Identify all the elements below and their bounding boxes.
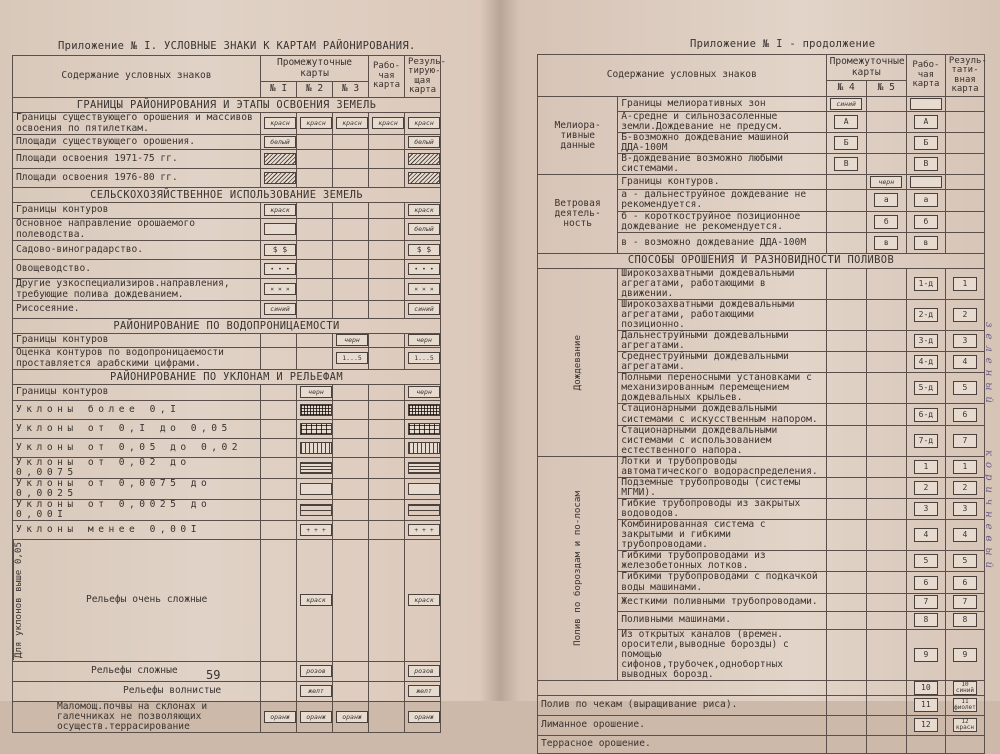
legend-row-label: Другие узкоспециализиров.направления, требующие полива дождеванием. (13, 279, 261, 301)
legend-row-label: Широкозахватными дождевальными агрегатами, работающими в движении. (618, 268, 826, 299)
area-symbol: оранж (336, 711, 368, 723)
code-symbol: 2 (953, 308, 977, 322)
letter-symbol: Б (834, 136, 858, 150)
area-symbol: краск (300, 594, 332, 606)
legend-row-label: Маломощ.почвы на склонах и галечниках не позволяющих осуществ.террасирование (13, 701, 261, 732)
legend-row-label: Гибкими трубопроводами из железобетонных лотков. (618, 551, 826, 572)
code-symbol: 12 красн (953, 718, 977, 732)
legend-row-label: Уклоны от 0,02 до 0,0075 (13, 458, 261, 479)
area-symbol (264, 223, 296, 235)
area-symbol: белый (408, 223, 440, 235)
code-symbol: 11 фиолет (954, 698, 976, 712)
handwritten-note: зеленый (983, 322, 994, 409)
code-symbol: 10 (914, 681, 938, 695)
legend-row-label: Лотки и трубопроводы автоматического водораспределения. (618, 456, 826, 477)
legend-row-label: Площади существующего орошения. (13, 135, 261, 150)
section-title: СПОСОБЫ ОРОШЕНИЯ И РАЗНОВИДНОСТИ ПОЛИВОВ (538, 253, 985, 268)
area-symbol: оранж (264, 711, 296, 723)
code-symbol: 6-д (914, 408, 938, 422)
code-symbol: 10 синий (953, 681, 977, 695)
code-symbol: 3-д (914, 334, 938, 348)
code-symbol: 3 (953, 502, 977, 516)
code-symbol: 6 (953, 576, 977, 590)
code-symbol: 12 (914, 718, 938, 732)
code-symbol: 1-д (914, 277, 938, 291)
legend-row-label: Комбинированная система с закрытыми и гибкими трубопроводами. (618, 520, 826, 551)
area-symbol: желт (300, 685, 332, 697)
legend-row-label: Широкозахватными дождевальными агрегатами, работающими позиционно. (618, 299, 826, 330)
legend-row-label: а - дальнеструйное дождевание не рекомендуется. (618, 190, 826, 211)
letter-symbol: А (834, 115, 858, 129)
plus-symbol: + + + (408, 524, 440, 536)
border-symbol: черн (408, 334, 440, 346)
header-intermediate: Промежуточные карты (261, 56, 369, 82)
code-symbol: 4-д (914, 355, 938, 369)
border-symbol: красн (300, 117, 332, 129)
code-symbol: 5-д (914, 381, 938, 395)
legend-row-label: А-средне и сильнозасоленные земли.Дождевание не предусм. (618, 112, 826, 133)
area-symbol: белый (408, 136, 440, 148)
section-title: СЕЛЬСКОХОЗЯЙСТВЕННОЕ ИСПОЛЬЗОВАНИЕ ЗЕМЕЛЬ (13, 188, 441, 203)
area-symbol: желт (408, 685, 440, 697)
group-label-text: Полив по бороздам и по-лосам (571, 490, 583, 646)
legend-row-label: Уклоны от 0,0025 до 0,00I (13, 500, 261, 521)
code-symbol: 4 (953, 355, 977, 369)
code-symbol: 1 (953, 277, 977, 291)
legend-row-label: Рисосеяние. (13, 301, 261, 319)
hatch-symbol (408, 153, 440, 165)
header-content: Содержание условных знаков (13, 56, 261, 98)
area-symbol: синий (264, 303, 296, 315)
letter-symbol: б (914, 215, 938, 229)
cross-symbol: × × × (408, 283, 440, 295)
legend-row-label: Уклоны от 0,0075 до 0,0025 (13, 479, 261, 500)
group-label: Мелиора-тивные данные (538, 97, 618, 175)
lines-symbol (300, 442, 332, 454)
dots-symbol: • • • (264, 263, 296, 275)
right-page-title: Приложение № I - продолжение (690, 38, 876, 50)
group-label (538, 268, 618, 456)
border-symbol: красн (264, 117, 296, 129)
area-symbol (300, 483, 332, 495)
letter-symbol: В (834, 157, 858, 171)
legend-row-label: Овощеводство. (13, 260, 261, 279)
letter-symbol: А (914, 115, 938, 129)
border-symbol: краск (264, 204, 296, 216)
number-symbol: 1...5 (336, 352, 368, 364)
dash-symbol (408, 504, 440, 516)
letter-symbol: а (874, 193, 898, 207)
grid-symbol (408, 423, 440, 435)
cross-symbol: × × × (264, 283, 296, 295)
number-symbol: 1...5 (408, 352, 440, 364)
letter-symbol: В (914, 157, 938, 171)
code-symbol: 9 (914, 648, 938, 662)
left-page (0, 0, 500, 732)
hatch-symbol (408, 172, 440, 184)
dash-symbol (300, 504, 332, 516)
legend-row-label: Подземные трубопроводы (системы МГМИ). (618, 477, 826, 498)
border-symbol (910, 98, 942, 110)
header-result: Резуль-тати-вная карта (945, 55, 984, 97)
lines-symbol (408, 462, 440, 474)
legend-row-label: Террасное орошение. (538, 735, 827, 753)
right-page (505, 0, 1000, 750)
legend-row-label: Поливными машинами. (618, 611, 826, 629)
border-symbol: краск (408, 204, 440, 216)
code-symbol: 6 (953, 408, 977, 422)
legend-row-label: Уклоны менее 0,00I (13, 521, 261, 540)
legend-row-label (538, 680, 827, 695)
code-symbol: 7 (953, 434, 977, 448)
legend-row-label: Из открытых каналов (времен. оросители,выводные борозды) с помощью сифонов,трубочек,однобортных выводных борозд. (618, 629, 826, 680)
code-symbol: 7-д (914, 434, 938, 448)
area-symbol: синий (408, 303, 440, 315)
header-no4: № 4 (826, 81, 866, 97)
legend-row-label: Границы контуров (13, 203, 261, 219)
border-symbol: черн (870, 176, 902, 188)
border-symbol: красн (336, 117, 368, 129)
border-symbol (910, 176, 942, 188)
header-content: Содержание условных знаков (538, 55, 827, 97)
area-symbol: оранж (408, 711, 440, 723)
letter-symbol: в (874, 236, 898, 250)
area-symbol: краск (408, 594, 440, 606)
code-symbol: 3 (953, 334, 977, 348)
header-no3: № 3 (333, 82, 369, 98)
legend-row-label: Б-возможно дождевание машиной ДДА-100М (618, 133, 826, 154)
legend-row-label: Рельефы волнистые (13, 681, 261, 701)
border-symbol: красн (372, 117, 404, 129)
area-symbol: розов (300, 665, 332, 677)
legend-row-label: Лиманное орошение. (538, 715, 827, 735)
border-symbol: черн (300, 386, 332, 398)
dots-symbol: • • • (408, 263, 440, 275)
dollar-symbol: $ $ (408, 244, 440, 256)
legend-row-label: Рельефы сложные (13, 661, 261, 681)
code-symbol: 8 (914, 613, 938, 627)
legend-row-label: Границы контуров (13, 385, 261, 401)
lines-symbol (408, 442, 440, 454)
left-page-title: Приложение № I. УСЛОВНЫЕ ЗНАКИ К КАРТАМ РАЙОНИРОВАНИЯ. (58, 40, 416, 52)
code-symbol: 5 (914, 554, 938, 568)
code-symbol: 4 (953, 528, 977, 542)
code-symbol: 1 (914, 460, 938, 474)
legend-row-label: Границы контуров. (618, 175, 826, 190)
legend-row-label: Рельефы очень сложные (86, 594, 208, 606)
header-working: Рабо-чая карта (369, 56, 405, 98)
header-no1: № I (261, 82, 297, 98)
legend-row-label: Оценка контуров по водопроницаемости проставляется арабскими цифрами. (13, 348, 261, 370)
border-symbol: красн (408, 117, 440, 129)
code-symbol: 2 (953, 481, 977, 495)
legend-row-label: Уклоны от 0,05 до 0,02 (13, 439, 261, 458)
border-symbol: черн (336, 334, 368, 346)
code-symbol: 7 (914, 595, 938, 609)
code-symbol: 1 (953, 460, 977, 474)
area-symbol (408, 483, 440, 495)
legend-row-label: Полив по чекам (выращивание риса). (538, 695, 827, 715)
legend-row-label: Уклоны более 0,I (13, 401, 261, 420)
border-symbol: черн (408, 386, 440, 398)
legend-row-label: Стационарными дождевальными системами с использованием естественного напора. (618, 425, 826, 456)
area-symbol: розов (408, 665, 440, 677)
legend-row-label: Садово-виноградарство. (13, 241, 261, 260)
code-symbol: 6 (914, 576, 938, 590)
area-symbol: оранж (300, 711, 332, 723)
legend-row-label: В-дождевание возможно любыми системами. (618, 154, 826, 175)
group-label (538, 456, 618, 680)
handwritten-note: коричневый (983, 450, 994, 574)
letter-symbol: б (874, 215, 898, 229)
legend-row-label: Основное направление орошаемого полеводства. (13, 219, 261, 241)
legend-row-label: Гибкими трубопроводами с подкачкой воды машинами. (618, 572, 826, 593)
section-title: РАЙОНИРОВАНИЕ ПО УКЛОНАМ И РЕЛЬЕФАМ (13, 370, 441, 385)
code-symbol: 5 (953, 554, 977, 568)
grid-symbol (300, 423, 332, 435)
letter-symbol: в (914, 236, 938, 250)
legend-row-label: Границы мелиоративных зон (618, 97, 826, 112)
letter-symbol: а (914, 193, 938, 207)
code-symbol: 3 (914, 502, 938, 516)
code-symbol: 4 (914, 528, 938, 542)
letter-symbol: Б (914, 136, 938, 150)
legend-row-label: Границы контуров (13, 334, 261, 348)
header-no2: № 2 (297, 82, 333, 98)
legend-row-label: Стационарными дождевальными системами с искусственным напором. (618, 404, 826, 425)
legend-row-label: Уклоны от 0,I до 0,05 (13, 420, 261, 439)
hatch-symbol (264, 153, 296, 165)
legend-row-label: Дальнеструйными дождевальными агрегатами. (618, 331, 826, 352)
header-working: Рабо-чая карта (906, 55, 945, 97)
border-symbol: синий (830, 98, 862, 110)
code-symbol: 7 (953, 595, 977, 609)
hatch-symbol (264, 172, 296, 184)
code-symbol: 11 (914, 698, 938, 712)
area-symbol: белый (264, 136, 296, 148)
legend-row-label: Жесткими поливными трубопроводами. (618, 593, 826, 611)
header-result: Резуль-тирую-щая карта (405, 56, 441, 98)
dollar-symbol: $ $ (264, 244, 296, 256)
section-title: ГРАНИЦЫ РАЙОНИРОВАНИЯ И ЭТАПЫ ОСВОЕНИЯ ЗЕМЕЛЬ (13, 98, 441, 113)
section-title: РАЙОНИРОВАНИЕ ПО ВОДОПРОНИЦАЕМОСТИ (13, 319, 441, 334)
legend-row-label: Площади освоения 1971-75 гг. (13, 150, 261, 169)
code-symbol: 2-д (914, 308, 938, 322)
group-label-text: Дождевание (571, 334, 583, 390)
grid-symbol (408, 404, 440, 416)
legend-row-label: Площади освоения 1976-80 гг. (13, 169, 261, 188)
legend-row-label: в - возможно дождевание ДДА-100М (618, 232, 826, 253)
side-label: Для уклонов выше 0,05 (13, 540, 46, 660)
plus-symbol: + + + (300, 524, 332, 536)
legend-row-label: б - короткоструйное позиционное дождевание не рекомендуется. (618, 211, 826, 232)
lines-symbol (300, 462, 332, 474)
code-symbol: 2 (914, 481, 938, 495)
legend-row-label: Среднеструйными дождевальными агрегатами. (618, 352, 826, 373)
code-symbol: 8 (953, 613, 977, 627)
legend-row-label: Границы существующего орошения и массивов освоения по пятилеткам. (13, 113, 261, 135)
code-symbol: 9 (953, 648, 977, 662)
page-number: 59 (206, 668, 221, 682)
grid-symbol (300, 404, 332, 416)
group-label: Ветровая деятель-ность (538, 175, 618, 253)
code-symbol: 5 (953, 381, 977, 395)
header-intermediate: Промежуточные карты (826, 55, 906, 81)
legend-row-label: Полными переносными установками с механизированным перемещением дождевальных крыльев. (618, 373, 826, 404)
legend-table-left (12, 55, 446, 733)
legend-row-label: Гибкие трубопроводы из закрытых водоводов. (618, 499, 826, 520)
header-no5: № 5 (866, 81, 906, 97)
legend-table-right (537, 54, 985, 754)
